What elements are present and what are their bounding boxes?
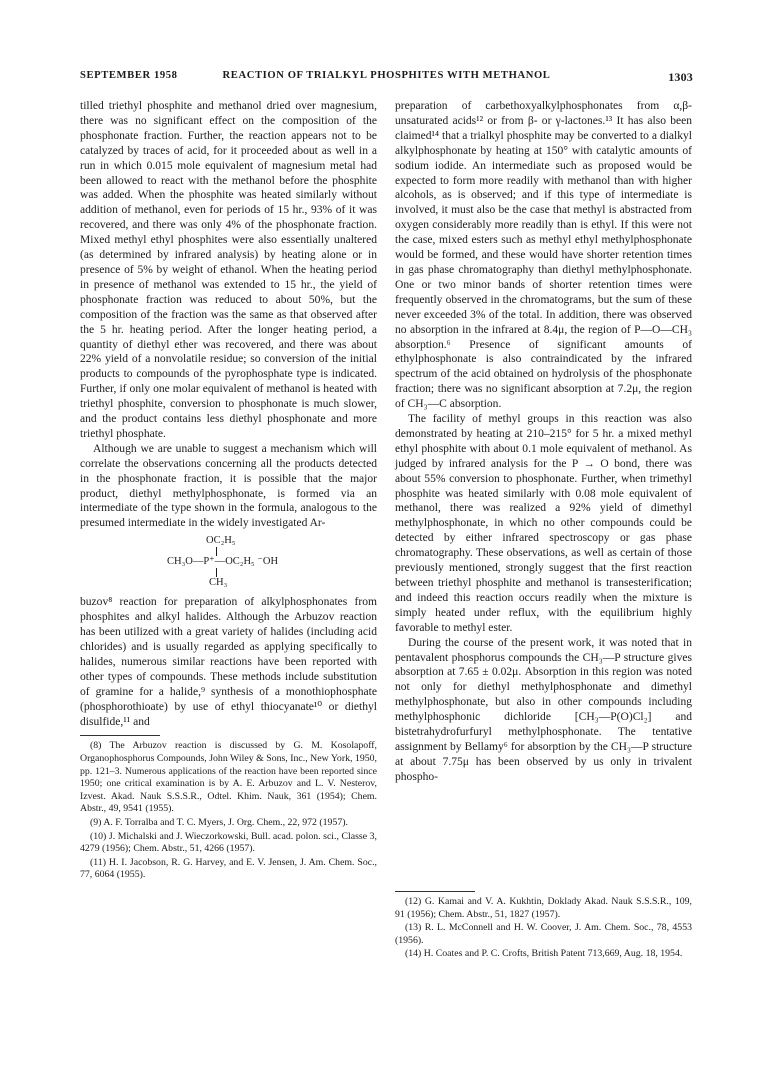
footnotes-right xyxy=(395,891,692,961)
header-title: REACTION OF TRIALKYL PHOSPHITES WITH METHANOL xyxy=(222,70,551,81)
formula-bond xyxy=(216,547,217,556)
structural-formula xyxy=(80,533,377,593)
paragraph: Although we are unable to suggest a mechanism which will correlate the observations concerning all the products detected in the phosphonate fraction, it is possible that the major product, diethyl methylphosphonate, is formed via an intermediate of the type shown in the formula, analogous to the presumed intermediate in the widely investigated Ar- xyxy=(80,442,377,530)
formula-main-chain: CH₃O—P⁺—OC₂H₅ ⁻OH xyxy=(167,556,279,568)
footnotes-left xyxy=(80,740,377,882)
footnote: (13) R. L. McConnell and H. W. Coover, J. Am. Chem. Soc., 78, 4553 (1956). xyxy=(395,922,692,946)
header-date: SEPTEMBER 1958 xyxy=(80,70,178,81)
footnote: (8) The Arbuzov reaction is discussed by G. M. Kosolapoff, Organophosphorus Compounds, John Wiley & Sons, Inc., New York, 1950, pp. 121–3. Numerous applications of the reaction have been reported since 1950; one critical examination is by A. E. Arbuzov and L. V. Nesterov, Izvest. Akad. Nauk S.S.S.R., Odtel. Khim. Nauk, 361 (1954); Chem. Abstr., 49, 9541 (1955). xyxy=(80,740,377,815)
footnote-rule xyxy=(395,891,475,892)
paragraph: preparation of carbethoxyalkylphosphonates from α,β-unsaturated acids¹² or from β- or γ-lactones.¹³ It has also been claimed¹⁴ that a trialkyl phosphite may be converted to a dialkyl alkylphosphonate by heating at 150° with catalytic amounts of sodium iodide. An intermediate such as proposed would be expected to form more readily with methanol than with higher alcohols, as is observed; and if this type of intermediate is involved, it must also be the case that methyl is abstracted from oxygen considerably more readily than is ethyl. If this were not the case, mixed esters such as methyl ethyl methylphosphonate would be formed, and these would have shorter retention times in gas phase chromatography than diethyl methylphosphonate. One or two minor bands of shorter retention times were frequently observed in the chromatograms, but the sum of these never exceeded 3% of the total. In addition, there was observed no absorption in the infrared at 8.4μ, the region of P—O—CH₃ absorption.⁶ Presence of significant amounts of ethylphosphonate is also contraindicated by the infrared spectrum of the acid obtained on hydrolysis of the phosphonate fraction; there was no significant absorption at 7.2μ, the region of CH₃—C absorption. xyxy=(395,100,692,411)
paragraph: During the course of the present work, it was noted that in pentavalent phosphorus compounds the CH₃—P structure gives absorption at 7.65 ± 0.02μ. Absorption in this region was noted not only for diethyl methylphosphonate and dimethyl methylphosphonate, but also in other compounds including methylphosphonic dichloride [CH₃—P(O)Cl₂] and bistetrahydrofurfuryl methylphosphonate. The tentative assignment by Bellamy⁶ for absorption by the CH₃—P structure at about 7.75μ has been observed by us only in trivalent phospho- xyxy=(395,636,692,783)
formula-bottom-group: CH₃ xyxy=(209,577,228,589)
footnote: (14) H. Coates and P. C. Crofts, British Patent 713,669, Aug. 18, 1954. xyxy=(405,948,683,960)
formula-bond xyxy=(216,568,217,577)
paragraph: tilled triethyl phosphite and methanol dried over magnesium, there was no significant effect on the composition of the phosphonate fraction. Further, the reaction appears not to be catalyzed by traces of acid, for it proceeded about as well in a run in which 0.015 mole equivalent of magnesium metal had been allowed to react with the methanol before the phosphite was added. When the phosphite was heated similarly without addition of methanol, even for periods of 15 hr., 93% of it was recovered, and there was only 4% of the phosphonate fraction. Mixed methyl ethyl phosphites were also essentially unaltered (as determined by infrared analysis) by heating alone or in presence of 5% by weight of ethanol. When the heating period in presence of methanol was extended to 15 hr., the yield of phosphonate fraction was reduced to about 50%, but the composition of the fraction was the same as that observed after the 5 hr. heating period. After the longer heating period, a quantity of diethyl ether was recovered, and there was about 22% yield of a nonvolatile residue; so conversion of the initial products to compounds of the pyrophosphate type is indicated. Further, if only one molar equivalent of methanol is heated with triethyl phosphite, conversion to phosphonate is much slower, and the product contains less diethyl phosphonate and more triethyl phosphate. xyxy=(80,100,377,440)
paragraph: The facility of methyl groups in this reaction was also demonstrated by heating at 210–215° for 5 hr. a mixed methyl ethyl phosphite with about 0.1 mole equivalent of methanol. As judged by infrared analysis for the P → O bond, there was about 55% conversion to phosphonate. Further, when trimethyl phosphite was heated similarly with 0.08 mole equivalent of methanol, there was realized a 92% yield of dimethyl methylphosphonate, in which no other compounds could be detected by either infrared spectroscopy or gas phase chromatography. These observations, as well as certain of those previously mentioned, strongly suggest that the first reaction between triethyl phosphite and methanol is transesterification; and indeed this reaction occurs readily when the mixture is simply heated under reflux, with the equilibrium highly favorable to methyl ester. xyxy=(395,413,692,634)
footnote: (9) A. F. Torralba and T. C. Myers, J. Org. Chem., 22, 972 (1957). xyxy=(90,817,348,828)
formula-top-group: OC₂H₅ xyxy=(206,535,236,547)
footnote: (10) J. Michalski and J. Wieczorkowski, Bull. acad. polon. sci., Classe 3, 4279 (1956); Chem. Abstr., 51, 4266 (1957). xyxy=(80,830,377,855)
footnote: (11) H. I. Jacobson, R. G. Harvey, and E. V. Jensen, J. Am. Chem. Soc., 77, 6064 (1955). xyxy=(80,856,377,881)
footnote: (12) G. Kamai and V. A. Kukhtin, Doklady Akad. Nauk S.S.S.R., 109, 91 (1956); Chem. Abstr., 51, 1827 (1957). xyxy=(395,896,692,920)
left-column xyxy=(80,99,377,882)
right-column xyxy=(395,99,692,785)
running-header xyxy=(80,70,693,90)
page-number: 1303 xyxy=(668,70,693,84)
footnote-rule xyxy=(80,735,160,736)
paragraph: buzov⁸ reaction for preparation of alkylphosphonates from phosphites and alkyl halides. Although the Arbuzov reaction has been utilized with a great variety of halides (including acid chlorides) and is usually regarded as applying specifically to halides, numerous similar reactions have been reported with other types of compounds. These methods include substitution of gramine for a halide,⁹ synthesis of a monothiophosphate (phosphorothioate) by use of ethyl thiocyanate¹⁰ or diethyl disulfide,¹¹ and xyxy=(80,596,377,728)
